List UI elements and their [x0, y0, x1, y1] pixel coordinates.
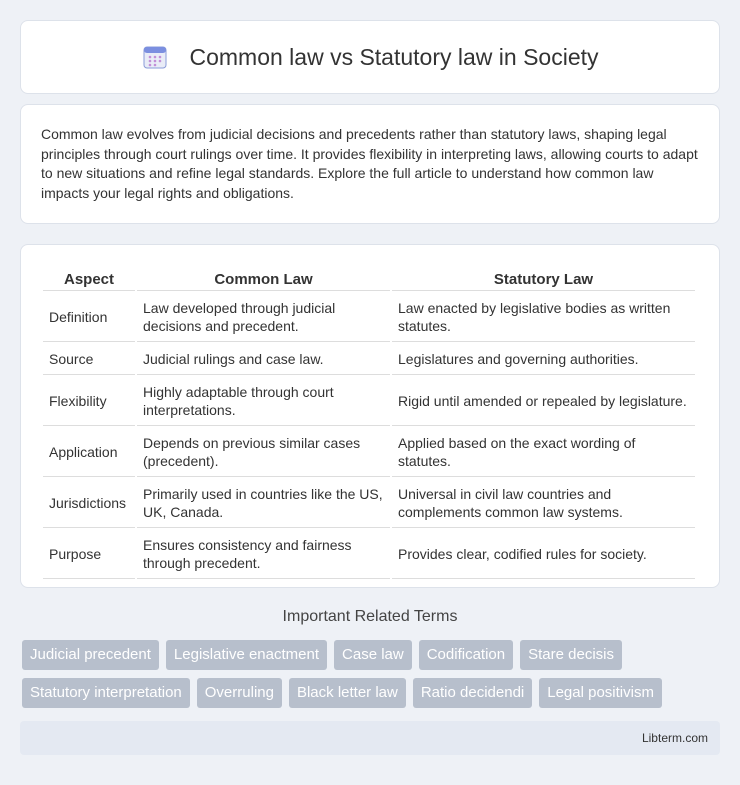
related-term-tag[interactable]: Statutory interpretation: [22, 678, 190, 708]
table-row: [43, 293, 695, 342]
footer: [20, 721, 720, 755]
related-term-tag[interactable]: Ratio decidendi: [413, 678, 532, 708]
table-row: [43, 530, 695, 579]
related-term-tag[interactable]: Codification: [419, 640, 513, 670]
related-term-tag[interactable]: Black letter law: [289, 678, 406, 708]
row-statutory-law: Law enacted by legislative bodies as written statutes.: [392, 293, 695, 342]
table-row: [43, 377, 695, 426]
row-statutory-law: Rigid until amended or repealed by legislature.: [392, 377, 695, 426]
table-row: [43, 479, 695, 528]
row-aspect: Definition: [43, 293, 135, 342]
related-term-tag[interactable]: Stare decisis: [520, 640, 622, 670]
row-common-law: Law developed through judicial decisions and precedent.: [137, 293, 390, 342]
row-common-law: Ensures consistency and fairness through precedent.: [137, 530, 390, 579]
header-common-law: Common Law: [137, 267, 390, 291]
row-common-law: Highly adaptable through court interpretations.: [137, 377, 390, 426]
related-term-tag[interactable]: Judicial precedent: [22, 640, 159, 670]
row-aspect: Jurisdictions: [43, 479, 135, 528]
row-aspect: Purpose: [43, 530, 135, 579]
row-common-law: Judicial rulings and case law.: [137, 344, 390, 375]
page-title: Common law vs Statutory law in Society: [189, 43, 599, 70]
comparison-table-card: [20, 244, 720, 588]
row-aspect: Application: [43, 428, 135, 477]
row-statutory-law: Provides clear, codified rules for society.: [392, 530, 695, 579]
header-aspect: Aspect: [43, 267, 135, 291]
comparison-table: [41, 265, 697, 581]
related-term-tag[interactable]: Legal positivism: [539, 678, 662, 708]
related-terms-list: [22, 640, 722, 716]
row-aspect: Flexibility: [43, 377, 135, 426]
row-statutory-law: Universal in civil law countries and complements common law systems.: [392, 479, 695, 528]
table-row: [43, 344, 695, 375]
related-terms-title: Important Related Terms: [282, 608, 458, 625]
related-term-tag[interactable]: Overruling: [197, 678, 282, 708]
related-term-tag[interactable]: Case law: [334, 640, 412, 670]
calendar-icon: [141, 43, 169, 71]
row-common-law: Depends on previous similar cases (precedent).: [137, 428, 390, 477]
footer-site-link[interactable]: Libterm.com: [641, 731, 708, 745]
intro-card: [20, 104, 720, 224]
header-statutory-law: Statutory Law: [392, 267, 695, 291]
related-term-tag[interactable]: Legislative enactment: [166, 640, 327, 670]
table-header-row: [43, 267, 695, 291]
intro-text: Common law evolves from judicial decisions and precedents rather than statutory laws, shaping legal principles through court rulings over time. It provides flexibility in interpreting laws, allowing courts to adapt to new situations and refine legal standards. Explore the full article to understand how common law impacts your legal rights and obligations.: [41, 126, 698, 201]
row-statutory-law: Applied based on the exact wording of statutes.: [392, 428, 695, 477]
header-card: [20, 20, 720, 94]
row-statutory-law: Legislatures and governing authorities.: [392, 344, 695, 375]
row-common-law: Primarily used in countries like the US, UK, Canada.: [137, 479, 390, 528]
table-row: [43, 428, 695, 477]
row-aspect: Source: [43, 344, 135, 375]
